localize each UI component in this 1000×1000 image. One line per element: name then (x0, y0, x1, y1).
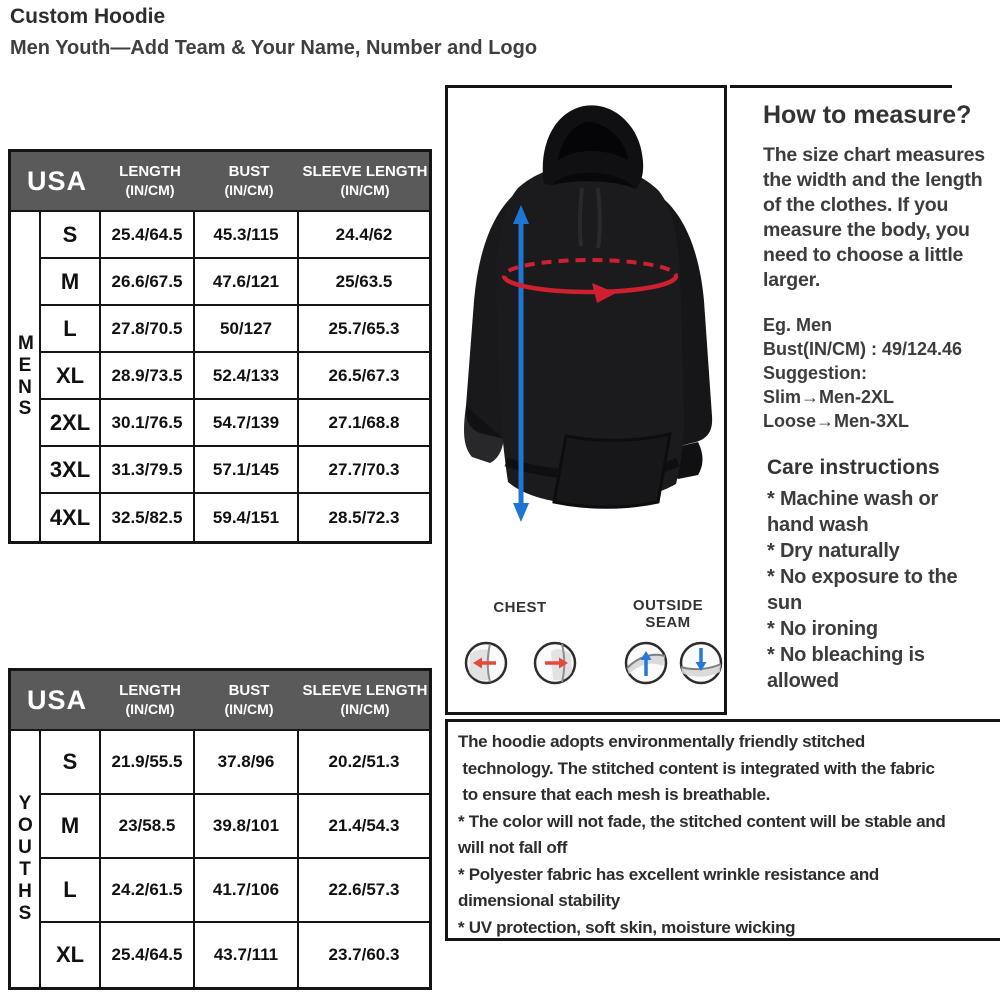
text-line: Loose→Men-3XL (763, 411, 910, 431)
sleeve-cell: 27.7/70.3 (328, 459, 400, 479)
outside-seam-down-arrow-icon (678, 640, 724, 686)
size-cell: XL (41, 353, 101, 398)
length-cell: 25.4/64.5 (101, 923, 195, 987)
youths-group-strip (11, 731, 41, 987)
usa-header-cell: USA (26, 684, 87, 715)
chest-measure-right-arrow-icon (532, 640, 578, 686)
bust-cell: 37.8/96 (195, 731, 299, 793)
how-to-measure-text (763, 143, 985, 293)
size-cell: S (41, 212, 101, 257)
column-header-label: SLEEVE LENGTH (302, 162, 428, 180)
measure-column-headers (103, 682, 429, 718)
column-header (301, 682, 429, 718)
length-cell: 27.8/70.5 (101, 306, 195, 351)
column-header (301, 163, 429, 199)
description-line: * Polyester fabric has excellent wrinkle resistance and (458, 864, 879, 884)
size-row (41, 400, 429, 447)
sleeve-cell: 24.4/62 (335, 224, 393, 244)
measure-column-headers (103, 163, 429, 199)
size-row (41, 795, 429, 859)
chest-label: CHEST (493, 599, 547, 616)
size-row (41, 447, 429, 494)
column-header-label: BUST (228, 162, 270, 180)
length-cell: 25.4/64.5 (101, 212, 195, 257)
column-header (103, 682, 197, 718)
description-line: dimensional stability (458, 891, 620, 910)
size-row (41, 212, 429, 259)
size-cell: L (41, 306, 101, 351)
size-cell: M (41, 795, 101, 857)
mens-size-chart (8, 149, 432, 544)
text-line: Slim→Men-2XL (763, 387, 895, 407)
description-line: * The color will not fade, the stitched content will be stable and (458, 811, 946, 831)
size-row (41, 259, 429, 306)
hoodie-product-image (448, 88, 724, 540)
description-line: will not fall off (458, 838, 568, 857)
column-header-label: SLEEVE LENGTH (302, 681, 428, 699)
text-line: Bust(IN/CM) : 49/124.46 (763, 339, 963, 359)
care-line: * No exposure to the (767, 566, 958, 588)
how-to-measure-panel (727, 85, 1000, 715)
description-line: technology. The stitched content is integrated with the fabric (458, 758, 935, 778)
youths-chart-header (11, 671, 429, 731)
bust-cell: 52.4/133 (195, 353, 299, 398)
bust-cell: 59.4/151 (195, 494, 299, 541)
bust-cell: 54.7/139 (195, 400, 299, 445)
size-row (41, 353, 429, 400)
sleeve-cell: 21.4/54.3 (328, 816, 400, 835)
page-title: Custom Hoodie (10, 5, 166, 28)
size-row (41, 859, 429, 923)
length-cell: 21.9/55.5 (101, 731, 195, 793)
sleeve-cell: 20.2/51.3 (328, 752, 400, 771)
size-row (41, 306, 429, 353)
column-header-unit: (IN/CM) (340, 700, 390, 717)
column-header-unit: (IN/CM) (340, 181, 390, 198)
care-line: hand wash (767, 514, 869, 536)
sizing-example-text (763, 313, 962, 433)
usa-header-cell: USA (26, 165, 87, 196)
hoodie-measure-panel (445, 85, 727, 715)
column-header-label: LENGTH (119, 681, 181, 699)
sleeve-cell: 23.7/60.3 (328, 945, 400, 964)
text-line: larger. (763, 269, 821, 291)
sleeve-cell: 27.1/68.8 (328, 412, 400, 432)
how-to-measure-heading: How to measure? (763, 101, 972, 129)
length-cell: 31.3/79.5 (101, 447, 195, 492)
care-line: * No bleaching is (767, 644, 925, 666)
youths-group-label: YOUTHS (18, 793, 33, 924)
length-cell: 32.5/82.5 (101, 494, 195, 541)
length-cell: 26.6/67.5 (101, 259, 195, 304)
sleeve-cell: 22.6/57.3 (328, 880, 400, 899)
column-header (197, 163, 301, 199)
sleeve-cell: 25/63.5 (335, 271, 393, 291)
sleeve-cell: 26.5/67.3 (328, 365, 400, 385)
column-header-label: BUST (228, 681, 270, 699)
mens-rows (41, 212, 429, 541)
mens-group-label: MENS (18, 332, 34, 420)
sleeve-cell: 25.7/65.3 (328, 318, 400, 338)
care-line: * No ironing (767, 618, 878, 640)
mens-chart-header (11, 152, 429, 212)
care-instructions-list (767, 486, 957, 694)
size-row (41, 731, 429, 795)
description-line: * UV protection, soft skin, moisture wicking (458, 917, 796, 937)
bust-cell: 47.6/121 (195, 259, 299, 304)
care-line: sun (767, 592, 802, 614)
product-description-box (445, 719, 1000, 941)
mens-group-strip (11, 212, 41, 541)
outside-seam-up-arrow-icon (623, 640, 669, 686)
sleeve-cell: 28.5/72.3 (328, 507, 400, 527)
column-header-unit: (IN/CM) (224, 181, 274, 198)
size-cell: S (41, 731, 101, 793)
column-header-label: LENGTH (119, 162, 181, 180)
size-cell: XL (41, 923, 101, 987)
column-header (197, 682, 301, 718)
care-line: * Dry naturally (767, 540, 900, 562)
outside-seam-label: OUTSIDE SEAM (632, 597, 704, 631)
size-row (41, 494, 429, 541)
column-header-unit: (IN/CM) (125, 181, 175, 198)
page-subtitle: Men Youth—Add Team & Your Name, Number and Logo (10, 37, 538, 59)
size-cell: M (41, 259, 101, 304)
text-line: Suggestion: (763, 363, 867, 383)
care-line: * Machine wash or (767, 488, 939, 510)
length-cell: 23/58.5 (101, 795, 195, 857)
care-line: allowed (767, 670, 839, 692)
bust-cell: 39.8/101 (195, 795, 299, 857)
size-cell: 2XL (41, 400, 101, 445)
length-cell: 28.9/73.5 (101, 353, 195, 398)
size-cell: L (41, 859, 101, 921)
column-header (103, 163, 197, 199)
length-cell: 30.1/76.5 (101, 400, 195, 445)
text-line: The size chart measures (763, 144, 985, 166)
care-instructions-heading: Care instructions (767, 456, 940, 479)
size-row (41, 923, 429, 987)
chest-measure-left-arrow-icon (463, 640, 509, 686)
youths-rows (41, 731, 429, 987)
bust-cell: 43.7/111 (195, 923, 299, 987)
text-line: measure the body, you (763, 219, 970, 241)
text-line: of the clothes. If you (763, 194, 949, 216)
bust-cell: 50/127 (195, 306, 299, 351)
description-line: to ensure that each mesh is breathable. (458, 785, 771, 804)
column-header-unit: (IN/CM) (224, 700, 274, 717)
youths-size-chart (8, 668, 432, 990)
size-cell: 3XL (41, 447, 101, 492)
text-line: the width and the length (763, 169, 983, 191)
text-line: need to choose a little (763, 244, 964, 266)
bust-cell: 41.7/106 (195, 859, 299, 921)
text-line: Eg. Men (763, 315, 833, 335)
description-line: The hoodie adopts environmentally friendly stitched (458, 732, 865, 751)
bust-cell: 57.1/145 (195, 447, 299, 492)
length-cell: 24.2/61.5 (101, 859, 195, 921)
bust-cell: 45.3/115 (195, 212, 299, 257)
size-cell: 4XL (41, 494, 101, 541)
column-header-unit: (IN/CM) (125, 700, 175, 717)
